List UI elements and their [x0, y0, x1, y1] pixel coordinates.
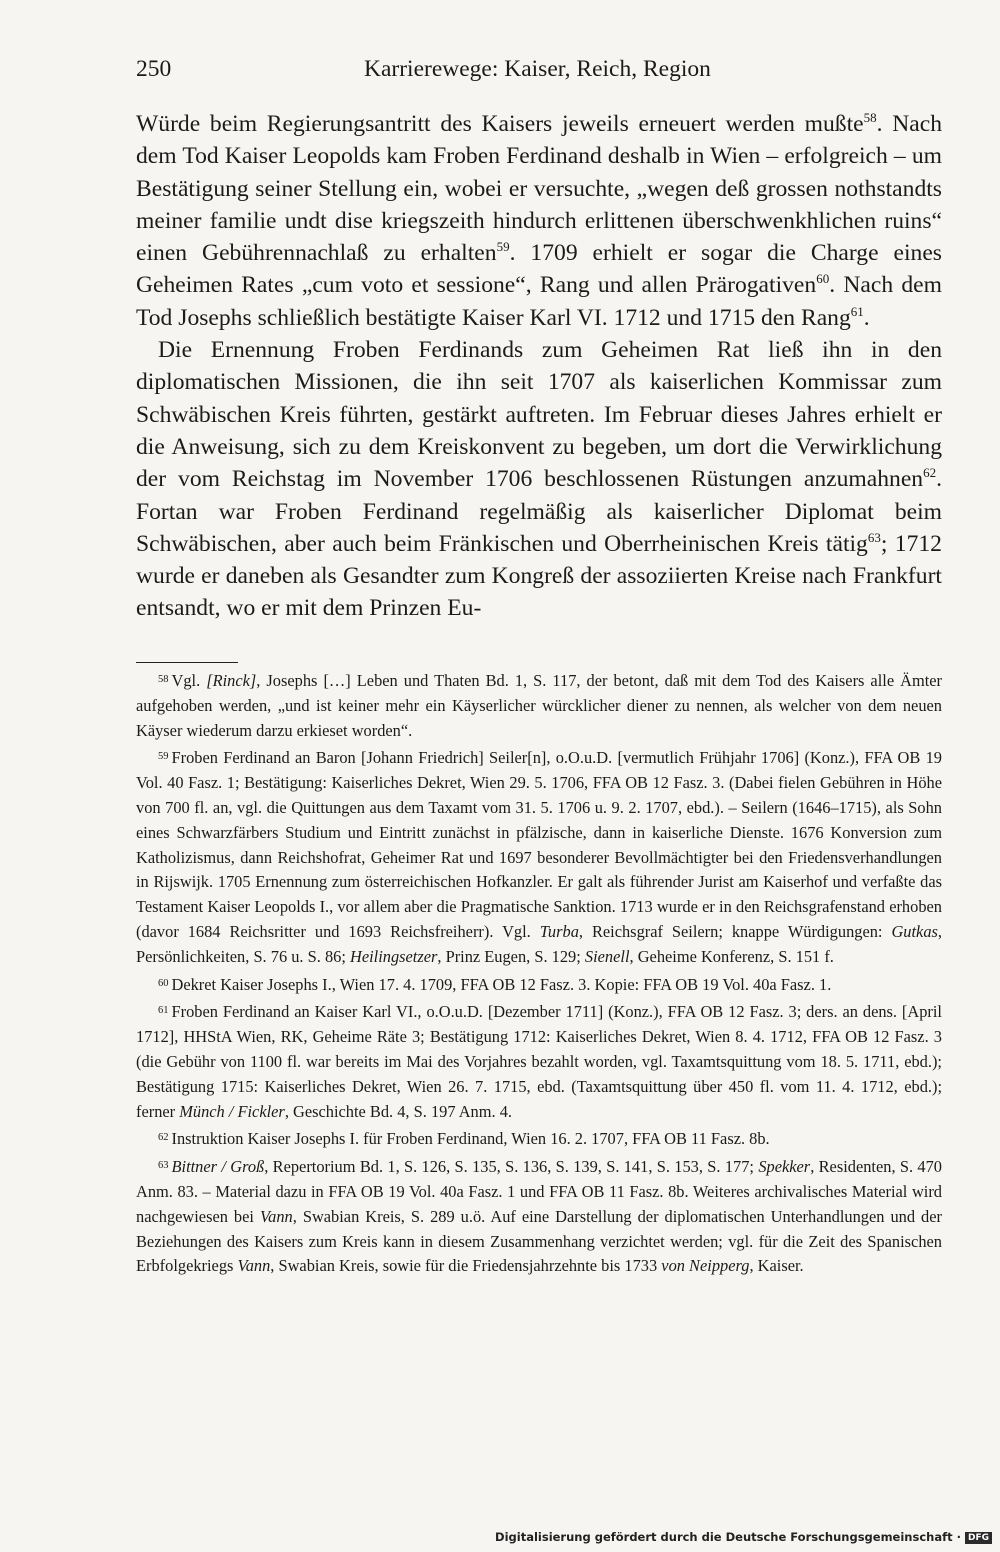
- text-run: , Repertorium Bd. 1, S. 126, S. 135, S. 136, S. 139, S. 141, S. 153, S. 177;: [264, 1157, 759, 1177]
- footnote-number: 58: [158, 674, 169, 685]
- footnote-60: [136, 972, 942, 998]
- paragraph-1: [136, 108, 942, 334]
- footnote-ref-63[interactable]: 63: [867, 529, 881, 545]
- text-run: , Reichsgraf Seilern; knappe Würdigungen:: [578, 921, 892, 941]
- text-run: .: [863, 304, 870, 331]
- text-run: Instruktion Kaiser Josephs I. für Froben Ferdinand, Wien 16. 2. 1707, FFA OB 11 Fasz. 8b.: [171, 1129, 770, 1149]
- footnote-number: 62: [158, 1132, 169, 1144]
- footnote-ref-58[interactable]: 58: [863, 110, 877, 125]
- text-run: Froben Ferdinand an Baron [Johann Friedrich] Seiler[n], o.O.u.D. [vermutlich Frühjahr 1706] (Konz.), FFA OB 19 Vol. 40 Fasz. 1; Bestätigung: Kaiserliches Dekret, Wien 29. 5. 1706, FFA OB 12 Fasz. 3. (Dabei fielen Gebühren in Höhe von 700 fl. an, vgl. die Quittungen aus dem Taxamt vom 31. 5. 1706 u. 9. 2. 1707, ebd.). – Seilern (1646–1715), als Sohn eines Schwarzfärbers Studium und Eintritt zunächst in pfälzische, dann in kaiserliche Dienste. 1676 Konversion zum Katholizismus, dann Reichshofrat, Geheimer Rat und 1697 besonderer Bevollmächtigter bei den Friedensverhandlungen in Rijswijk. 1705 Ernennung zum österreichischen Hofkanzler. Er galt als führender Jurist am Kaiserhof und verfaßte das Testament Kaiser Leopolds I., vor allem aber die Pragmatische Sanktion. 1713 wurde er in den Reichsgrafenstand erhoben (davor 1684 Reichsritter und 1693 Reichsfreiherr). Vgl.: [136, 748, 942, 941]
- text-run: Vgl.: [171, 671, 207, 690]
- text-run: , Josephs […] Leben und Thaten Bd. 1, S. 117, der betont, daß mit dem Tod des Kaisers alle Ämter aufgehoben werden, „und ist keiner mehr ein Käyserlicher würcklicher diener zu nennen, als welcher von dem neuen Käyser wiederum darzu erkieset worden“.: [136, 671, 942, 740]
- footnotes: [136, 668, 942, 1281]
- footnote-63: [136, 1154, 942, 1279]
- footnote-divider: [136, 662, 238, 663]
- footnote-ref-62[interactable]: 62: [923, 465, 937, 481]
- text-run: , Persönlichkeiten, S. 76 u. S. 86;: [136, 921, 942, 966]
- text-run: Dekret Kaiser Josephs I., Wien 17. 4. 1709, FFA OB 12 Fasz. 3. Kopie: FFA OB 19 Vol. 40a Fasz. 1.: [171, 974, 832, 994]
- footnote-ref-61[interactable]: 61: [850, 303, 864, 319]
- text-run: , Swabian Kreis, sowie für die Friedensjahrzehnte bis 1733: [270, 1256, 662, 1276]
- author-italic: Münch / Fickler: [179, 1101, 285, 1121]
- text-run: . Nach dem Tod Kaiser Leopolds kam Froben Ferdinand deshalb in Wien – erfolgreich – um Bestätigung seiner Stellung ein, wobei er versuchte, „wegen deß grossen nothstandts meiner familie undt dise kriegszeith hindurch erlittenen überschwenkhlichen ruins“ einen Gebührennachlaß zu erhalten: [136, 111, 943, 267]
- text-run: ; 1712 wurde er daneben als Gesandter zum Kongreß der assoziierten Kreise nach Frankfurt entsandt, wo er mit dem Prinzen Eu-: [136, 530, 942, 622]
- author-italic: Vann: [259, 1206, 293, 1226]
- page-number: 250: [136, 56, 172, 82]
- footnote-61: [136, 999, 942, 1124]
- author-italic: Vann: [237, 1256, 271, 1276]
- text-run: , Residenten, S. 470 Anm. 83. – Material dazu in FFA OB 19 Vol. 40a Fasz. 1 und FFA OB 11 Fasz. 8b. Weiteres archivalisches Material wird nachgewiesen bei: [136, 1157, 942, 1226]
- author-italic: Sienell: [584, 946, 630, 966]
- text-run: , Geschichte Bd. 4, S. 197 Anm. 4.: [284, 1101, 512, 1121]
- text-run: Die Ernennung Froben Ferdinands zum Geheimen Rat ließ ihn in den diplomatischen Missionen, die ihn seit 1707 als kaiserlichen Kommissar zum Schwäbischen Kreis führten, gestärkt auftreten. Im Februar dieses Jahres erhielt er die Anweisung, sich zu dem Kreiskonvent zu begeben, um dort die Verwirklichung der vom Reichstag im November 1706 beschlossenen Rüstungen anzumahnen: [136, 337, 942, 493]
- text-run: Froben Ferdinand an Kaiser Karl VI., o.O.u.D. [Dezember 1711] (Konz.), FFA OB 12 Fasz. 3; ders. an dens. [April 1712], HHStA Wien, RK, Geheime Räte 3; Bestätigung 1712: Kaiserliches Dekret, Wien 8. 4. 1712, FFA OB 12 Fasz. 3 (die Gebühr von 1100 fl. war bereits im Mai des Vorjahres bezahlt worden, vgl. Taxamtsquittung vom 18. 5. 1711, ebd.); Bestätigung 1715: Kaiserliches Dekret, Wien 26. 7. 1715, ebd. (Taxamtsquittung über 450 fl. vom 11. 4. 1712, ebd.); ferner: [136, 1002, 942, 1121]
- footnote-ref-59[interactable]: 59: [496, 239, 510, 255]
- author-italic: Gutkas: [891, 921, 938, 941]
- author-italic: von Neipperg: [661, 1256, 750, 1276]
- footnote-number: 63: [158, 1160, 169, 1172]
- footnote-ref-60[interactable]: 60: [816, 271, 830, 287]
- author-italic: Turba: [539, 921, 579, 941]
- paragraph-2: [136, 334, 942, 625]
- digitization-footer: [495, 1530, 992, 1544]
- author-italic: Bittner / Groß: [171, 1157, 265, 1177]
- running-title: Karrierewege: Kaiser, Reich, Region: [364, 56, 711, 82]
- footnote-58: [136, 668, 942, 743]
- footnote-number: 60: [158, 977, 169, 989]
- text-run: , Swabian Kreis, S. 289 u.ö. Auf eine Darstellung der diplomatischen Unterhandlungen und der Beziehungen des Kaisers zum Kreis kann in diesem Zusammenhang verzichtet werden; vgl. für die Zeit des Spanischen Erbfolgekriegs: [136, 1206, 942, 1276]
- footnote-62: [136, 1126, 942, 1152]
- dfg-logo: DFG: [965, 1532, 992, 1544]
- author-italic: Heilingsetzer: [349, 946, 438, 966]
- main-text: [136, 108, 942, 625]
- text-run: , Prinz Eugen, S. 129;: [437, 946, 585, 966]
- text-run: , Geheime Konferenz, S. 151 f.: [629, 946, 834, 966]
- text-run: Würde beim Regierungsantritt des Kaisers jeweils erneuert werden mußte: [136, 111, 864, 137]
- footnote-59: [136, 745, 942, 969]
- text-run: , Kaiser.: [749, 1256, 804, 1276]
- author-italic: Spekker: [758, 1157, 811, 1177]
- footnote-number: 59: [158, 751, 169, 763]
- text-run: . Nach dem Tod Josephs schließlich bestätigte Kaiser Karl VI. 1712 und 1715 den Rang: [136, 272, 942, 331]
- text-run: . 1709 erhielt er sogar die Charge eines Geheimen Rates „cum voto et sessione“, Rang und allen Prärogativen: [136, 240, 942, 299]
- footnote-number: 61: [158, 1005, 169, 1017]
- footer-text: Digitalisierung gefördert durch die Deutsche Forschungsgemeinschaft ·: [495, 1530, 961, 1544]
- author-italic: [Rinck]: [206, 671, 257, 690]
- text-run: . Fortan war Froben Ferdinand regelmäßig als kaiserlicher Diplomat beim Schwäbischen, aber auch beim Fränkischen und Oberrheinischen Kreis tätig: [136, 466, 942, 557]
